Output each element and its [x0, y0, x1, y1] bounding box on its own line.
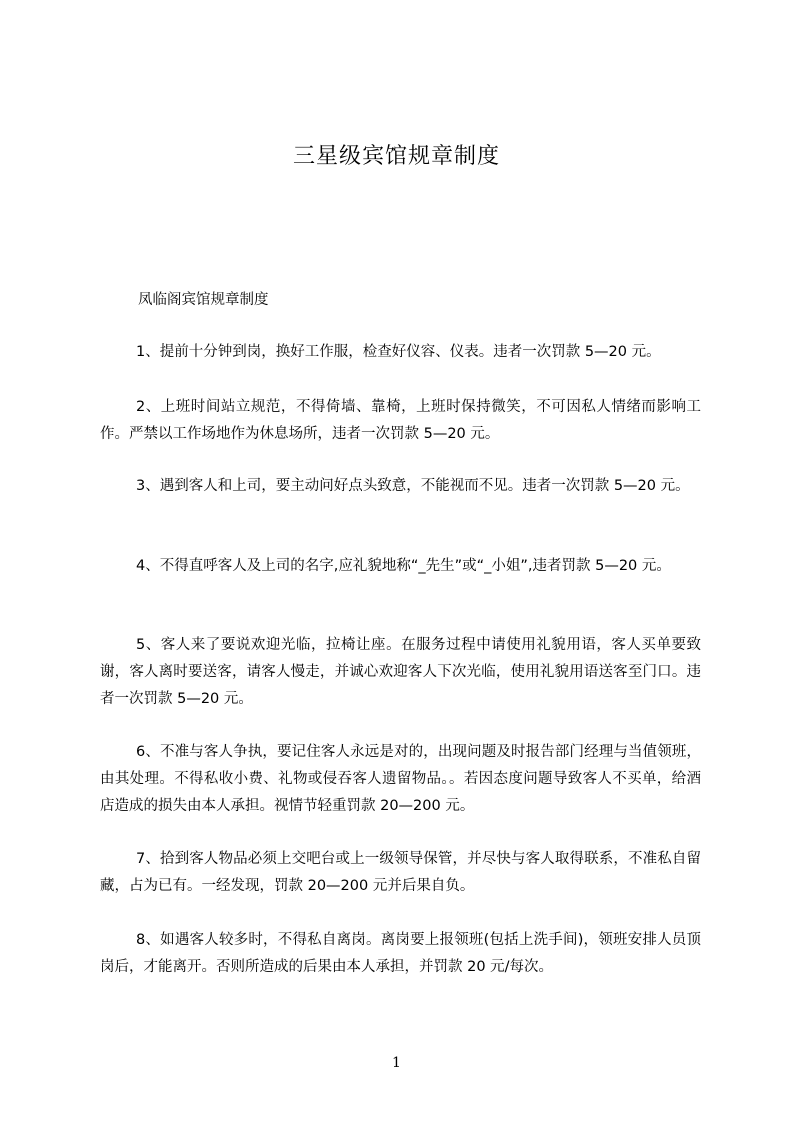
page-number: 1 [392, 1055, 401, 1071]
rule-paragraph-8: 8、如遇客人较多时，不得私自离岗。离岗要上报领班(包括上洗手间)，领班安排人员顶岗后，才能离开。否则所造成的后果由本人承担，并罚款 20 元/每次。 [100, 932, 701, 975]
rule-paragraph-2: 2、上班时间站立规范，不得倚墙、靠椅，上班时保持微笑，不可因私人情绪而影响工作。严禁以工作场地作为休息场所，违者一次罚款 5—20 元。 [100, 399, 701, 442]
rule-paragraph-7: 7、拾到客人物品必须上交吧台或上一级领导保管，并尽快与客人取得联系，不准私自留藏，占为已有。一经发现，罚款 20—200 元并后果自负。 [100, 851, 701, 894]
rule-paragraph-3: 3、遇到客人和上司，要主动问好点头致意，不能视而不见。违者一次罚款 5—20 元。 [136, 478, 690, 494]
document-title: 三星级宾馆规章制度 [292, 144, 500, 169]
document-subtitle: 凤临阁宾馆规章制度 [138, 292, 269, 308]
rule-paragraph-5: 5、客人来了要说欢迎光临，拉椅让座。在服务过程中请使用礼貌用语，客人买单要致谢，客人离时要送客，请客人慢走，并诚心欢迎客人下次光临，使用礼貌用语送客至门口。违者一次罚款 5—20 元。 [100, 637, 701, 707]
rule-paragraph-4: 4、不得直呼客人及上司的名字,应礼貌地称“_先生”或“_小姐”,违者罚款 5—20 元。 [136, 558, 671, 574]
rule-paragraph-6: 6、不准与客人争执，要记住客人永远是对的，出现问题及时报告部门经理与当值领班，由其处理。不得私收小费、礼物或侵吞客人遗留物品。。若因态度问题导致客人不买单，给酒店造成的损失由本人承担。视情节轻重罚款 20—200 元。 [100, 744, 701, 814]
rule-paragraph-1: 1、提前十分钟到岗，换好工作服，检查好仪容、仪表。违者一次罚款 5—20 元。 [136, 344, 661, 360]
